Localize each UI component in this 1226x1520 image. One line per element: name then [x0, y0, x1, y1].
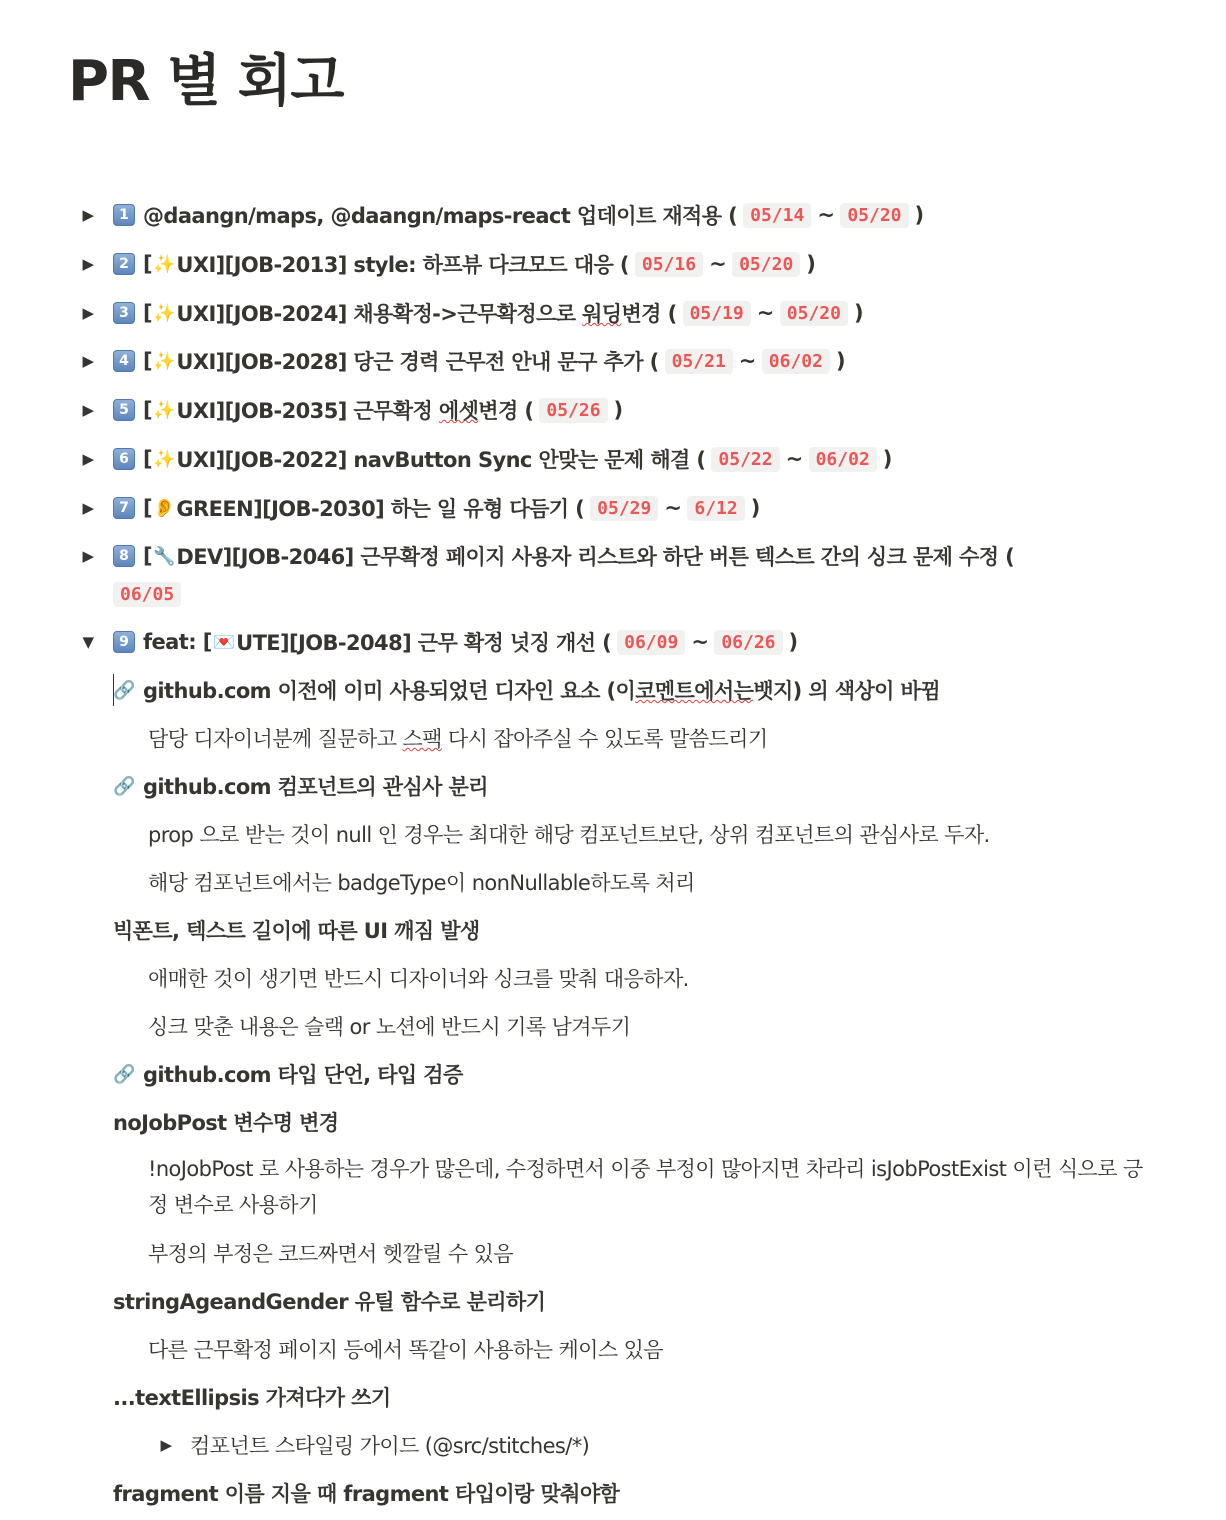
pr-title-rest: 변경 (	[478, 399, 534, 423]
heading-text: ...textEllipsis 가져다가 쓰기	[113, 1386, 391, 1410]
date-end: 6/12	[687, 496, 744, 521]
sub-item-wrapped: !noJobPost 로 사용하는 경우가 많은데, 수정하면서 이중 부정이 많아지면 차라리 isJobPostExist 이런 식으로 긍정 변수로 사용하기	[148, 1157, 1143, 1217]
pr-title: DEV][JOB-2046] 근무확정 페이지 사용자 리스트와 하단 버튼 텍스트 간의 싱크 문제 수정 (	[176, 545, 1015, 569]
close-paren: )	[806, 252, 816, 276]
date-end: 05/20	[780, 301, 848, 326]
pr-title-rest: 변경 (	[621, 302, 677, 326]
date-end: 06/02	[809, 447, 877, 472]
close-paren: )	[835, 349, 845, 373]
toggle-collapsed-icon[interactable]: ▶	[82, 352, 94, 370]
date-start: 05/16	[635, 252, 703, 277]
open-bracket: [	[143, 349, 152, 373]
sub-item-text-rest: 다시 잡아주실 수 있도록 말씀드리기	[441, 727, 768, 751]
link-text[interactable]: github.com 컴포넌트의 관심사 분리	[143, 775, 488, 799]
close-paren: )	[914, 203, 924, 227]
toggle-collapsed-icon[interactable]: ▶	[82, 547, 94, 565]
pr-title: UXI][JOB-2022] navButton Sync 안맞는 문제 해결 (	[176, 448, 706, 472]
open-bracket: [	[143, 544, 152, 568]
date-start: 05/21	[665, 349, 733, 374]
sparkles-icon: ✨	[153, 253, 176, 275]
date-start: 06/09	[617, 630, 685, 655]
number-8-icon: 8	[113, 545, 135, 567]
date-separator: ~	[691, 630, 709, 654]
open-bracket: [	[143, 496, 152, 520]
number-9-icon: 9	[113, 631, 135, 653]
date-start: 05/19	[683, 301, 751, 326]
spellcheck-word: 에셋	[438, 399, 479, 423]
date-start: 06/05	[113, 582, 181, 607]
link-text-rest: 뱃지) 의 색상이 바뀜	[753, 679, 940, 703]
number-5-icon: 5	[113, 399, 135, 421]
close-paren: )	[750, 496, 760, 520]
pr-title: UXI][JOB-2024] 채용확정->근무확정으로	[176, 302, 576, 326]
number-4-icon: 4	[113, 350, 135, 372]
sparkles-icon: ✨	[153, 302, 176, 324]
date-separator: ~	[664, 496, 682, 520]
link-text[interactable]: github.com 이전에 이미 사용되었던 디자인 요소 (이	[143, 679, 636, 703]
sub-item-text: 담당 디자이너분께 질문하고	[148, 727, 403, 751]
sub-item-text: 다른 근무확정 페이지 등에서 똑같이 사용하는 케이스 있음	[148, 1338, 663, 1362]
love-letter-icon: 💌	[212, 631, 236, 653]
date-end: 06/02	[762, 349, 830, 374]
date-end: 06/26	[714, 630, 782, 655]
close-paren: )	[853, 301, 863, 325]
spellcheck-word: 코멘트에서는	[635, 679, 754, 703]
ear-icon: 👂	[153, 497, 176, 519]
date-end: 05/20	[840, 203, 908, 228]
date-start: 05/26	[539, 398, 607, 423]
sub-item-text: 해당 컴포넌트에서는 badgeType이 nonNullable하도록 처리	[148, 871, 695, 895]
pr-title-lead: feat: [	[143, 630, 212, 654]
heading-text: noJobPost 변수명 변경	[113, 1111, 339, 1135]
wrench-icon: 🔧	[153, 545, 176, 567]
date-separator: ~	[756, 301, 774, 325]
sparkles-icon: ✨	[153, 448, 176, 470]
sub-item-text: 애매한 것이 생기면 반드시 디자이너와 싱크를 맞춰 대응하자.	[148, 967, 689, 991]
number-6-icon: 6	[113, 448, 135, 470]
number-1-icon: 1	[113, 204, 135, 226]
close-paren: )	[882, 447, 892, 471]
toggle-collapsed-icon[interactable]: ▶	[82, 255, 94, 273]
link-icon: 🔗	[113, 679, 136, 701]
heading-text: 빅폰트, 텍스트 길이에 따른 UI 깨짐 발생	[113, 919, 480, 943]
date-separator: ~	[709, 252, 727, 276]
date-separator: ~	[738, 349, 756, 373]
open-bracket: [	[143, 252, 152, 276]
page-title: PR 별 회고	[68, 49, 343, 114]
sparkles-icon: ✨	[153, 350, 176, 372]
open-bracket: [	[143, 301, 152, 325]
sub-item-text: 싱크 맞춘 내용은 슬랙 or 노션에 반드시 기록 남겨두기	[148, 1015, 631, 1039]
heading-text: fragment 이름 지을 때 fragment 타입이랑 맞춰야함	[113, 1482, 620, 1506]
toggle-expanded-icon[interactable]: ▼	[82, 633, 94, 651]
date-start: 05/14	[743, 203, 811, 228]
link-text[interactable]: github.com 타입 단언, 타입 검증	[143, 1063, 463, 1087]
open-bracket: [	[143, 398, 152, 422]
link-icon: 🔗	[113, 1063, 136, 1085]
toggle-collapsed-icon[interactable]: ▶	[160, 1436, 172, 1454]
number-3-icon: 3	[113, 302, 135, 324]
toggle-collapsed-icon[interactable]: ▶	[82, 401, 94, 419]
sub-item-text: 부정의 부정은 코드짜면서 헷깔릴 수 있음	[148, 1242, 514, 1266]
pr-title: UTE][JOB-2048] 근무 확정 넛징 개선 (	[236, 631, 612, 655]
close-paren: )	[613, 398, 623, 422]
open-bracket: [	[143, 447, 152, 471]
close-paren: )	[788, 630, 798, 654]
date-separator: ~	[785, 447, 803, 471]
heading-text: stringAgeandGender 유틸 함수로 분리하기	[113, 1290, 546, 1314]
pr-title: UXI][JOB-2013] style: 하프뷰 다크모드 대응 (	[176, 253, 629, 277]
date-start: 05/29	[590, 496, 658, 521]
toggle-collapsed-icon[interactable]: ▶	[82, 304, 94, 322]
pr-title: GREEN][JOB-2030] 하는 일 유형 다듬기 (	[176, 497, 585, 521]
date-end: 05/20	[732, 252, 800, 277]
sparkles-icon: ✨	[153, 399, 176, 421]
pr-title: @daangn/maps, @daangn/maps-react 업데이트 재적용 (	[143, 204, 738, 228]
toggle-collapsed-icon[interactable]: ▶	[82, 206, 94, 224]
pr-title: UXI][JOB-2035] 근무확정	[176, 399, 433, 423]
toggle-collapsed-icon[interactable]: ▶	[82, 450, 94, 468]
date-start: 05/22	[711, 447, 779, 472]
toggle-text: 컴포넌트 스타일링 가이드 (@src/stitches/*)	[190, 1434, 590, 1458]
pr-title: UXI][JOB-2028] 당근 경력 근무전 안내 문구 추가 (	[176, 350, 659, 374]
spellcheck-word: 워딩	[582, 302, 622, 326]
date-separator: ~	[817, 203, 835, 227]
number-2-icon: 2	[113, 253, 135, 275]
number-7-icon: 7	[113, 497, 135, 519]
toggle-collapsed-icon[interactable]: ▶	[82, 499, 94, 517]
sub-item-text: prop 으로 받는 것이 null 인 경우는 최대한 해당 컴포넌트보단, 상위 컴포넌트의 관심사로 두자.	[148, 823, 990, 847]
link-icon: 🔗	[113, 775, 136, 797]
spellcheck-word: 스팩	[402, 727, 442, 751]
